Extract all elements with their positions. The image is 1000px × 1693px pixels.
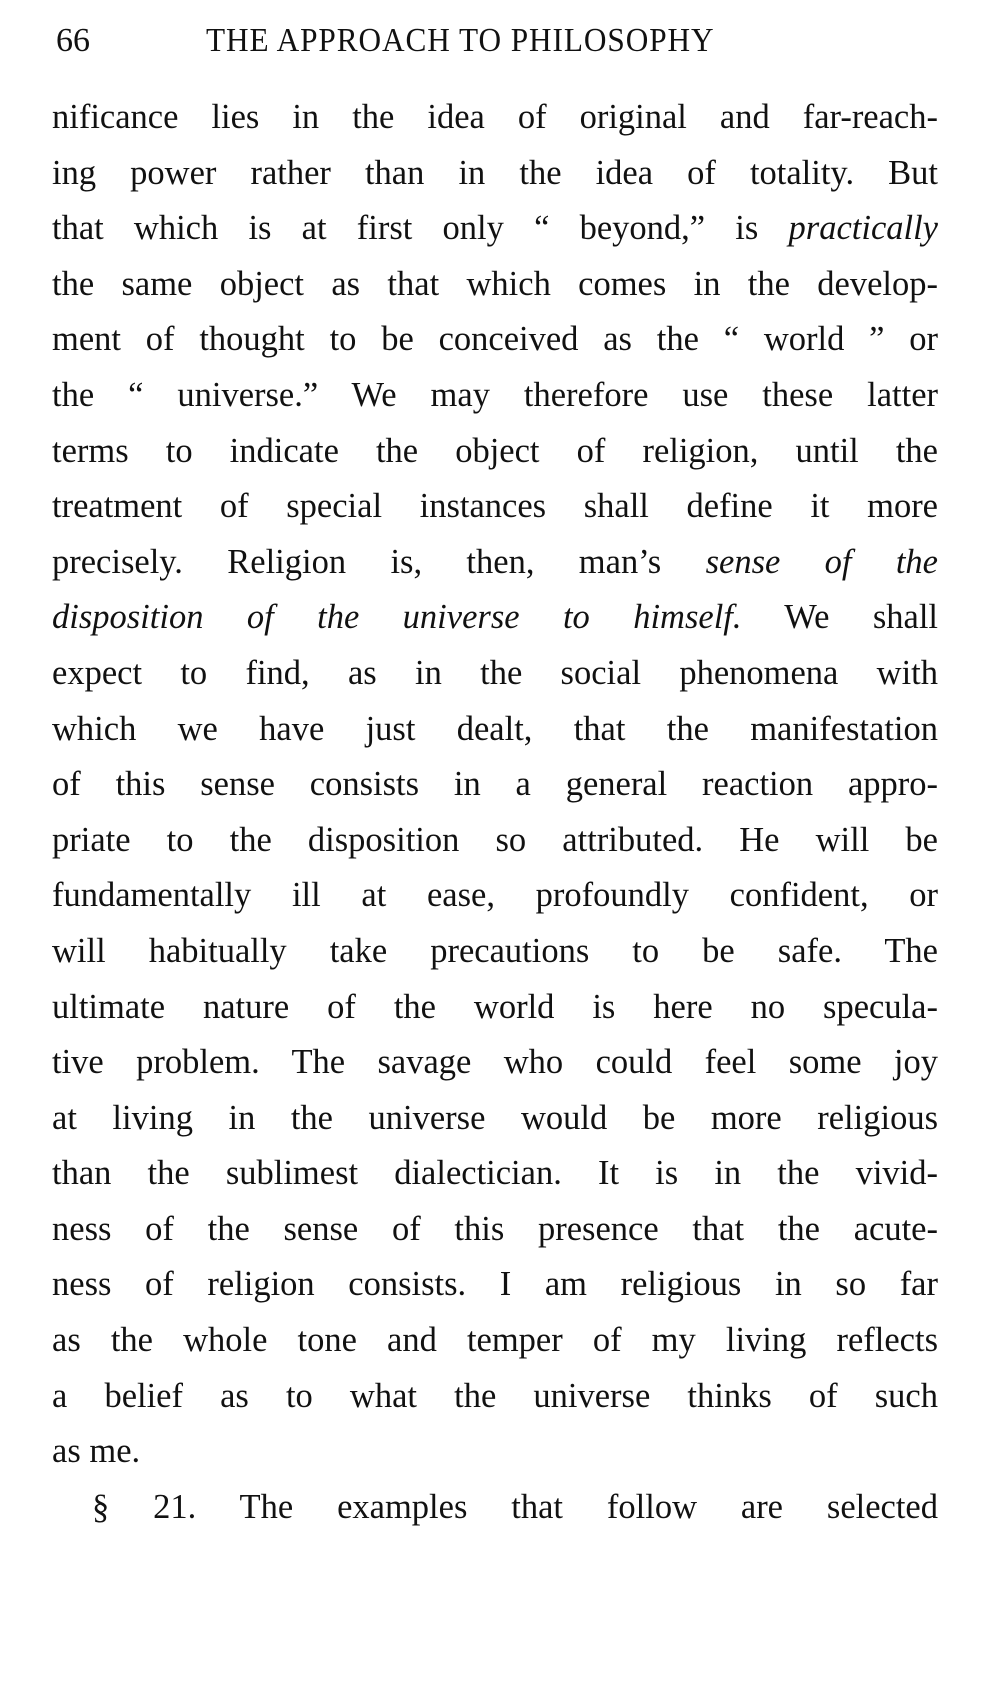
text-line <box>52 146 938 202</box>
text-segment: of this sense consists in a general reaction appro- <box>52 765 938 804</box>
text-line <box>52 479 938 535</box>
text-line <box>52 980 938 1036</box>
page-number: 66 <box>56 22 90 59</box>
text-line <box>52 1257 938 1313</box>
text-segment: ultimate nature of the world is here no specula- <box>52 987 938 1026</box>
text-segment: precisely. Religion is, then, man’s <box>52 542 706 581</box>
text-line <box>52 813 938 869</box>
italic-text: disposition of the universe to himself. <box>52 598 742 637</box>
text-segment: will habitually take precautions to be safe. The <box>52 931 938 970</box>
text-segment: ment of thought to be conceived as the “ world ” or <box>52 320 938 359</box>
text-segment: that which is at first only “ beyond,” is <box>52 209 789 248</box>
text-line <box>52 924 938 980</box>
text-segment: which we have just dealt, that the manifestation <box>52 709 938 748</box>
text-line <box>52 1424 938 1480</box>
text-segment: expect to find, as in the social phenomena with <box>52 653 938 692</box>
text-segment: at living in the universe would be more religious <box>52 1098 938 1137</box>
text-line <box>52 757 938 813</box>
running-head <box>56 16 936 66</box>
text-line <box>52 646 938 702</box>
text-segment: priate to the disposition so attributed. He will be <box>52 820 938 859</box>
text-segment: ness of religion consists. I am religious in so far <box>52 1265 938 1304</box>
text-line <box>52 312 938 368</box>
text-line <box>52 1146 938 1202</box>
text-segment: the same object as that which comes in the develop- <box>52 264 938 303</box>
text-line <box>52 368 938 424</box>
text-line <box>52 1313 938 1369</box>
text-segment: than the sublimest dialectician. It is in the vivid- <box>52 1154 938 1193</box>
text-segment: the “ universe.” We may therefore use these latter <box>52 375 938 414</box>
text-segment: ing power rather than in the idea of totality. But <box>52 153 938 192</box>
text-line <box>52 1369 938 1425</box>
text-segment: tive problem. The savage who could feel some joy <box>52 1043 938 1082</box>
text-segment: We shall <box>741 598 938 637</box>
text-line <box>52 257 938 313</box>
italic-text: practically <box>788 209 938 248</box>
italic-text: sense of the <box>705 542 938 581</box>
text-segment: a belief as to what the universe thinks of such <box>52 1376 938 1415</box>
text-segment: § 21. The examples that follow are selected <box>92 1487 938 1526</box>
text-segment: terms to indicate the object of religion, until the <box>52 431 938 470</box>
text-line <box>52 868 938 924</box>
text-segment: ness of the sense of this presence that the acute- <box>52 1209 938 1248</box>
text-line <box>52 201 938 257</box>
running-title: THE APPROACH TO PHILOSOPHY <box>206 22 715 59</box>
body-text <box>52 90 938 1535</box>
text-line <box>52 535 938 591</box>
text-line <box>52 1480 938 1536</box>
text-segment: treatment of special instances shall define it more <box>52 487 938 526</box>
text-segment: fundamentally ill at ease, profoundly confident, or <box>52 876 938 915</box>
text-line <box>52 590 938 646</box>
text-line <box>52 702 938 758</box>
text-line <box>52 1091 938 1147</box>
text-segment: as the whole tone and temper of my living reflects <box>52 1321 938 1360</box>
text-segment: as me. <box>52 1432 141 1471</box>
text-line <box>52 1035 938 1091</box>
text-line <box>52 1202 938 1258</box>
text-segment: nificance lies in the idea of original and far-reach- <box>52 98 938 136</box>
text-line <box>52 424 938 480</box>
text-line <box>52 90 938 146</box>
